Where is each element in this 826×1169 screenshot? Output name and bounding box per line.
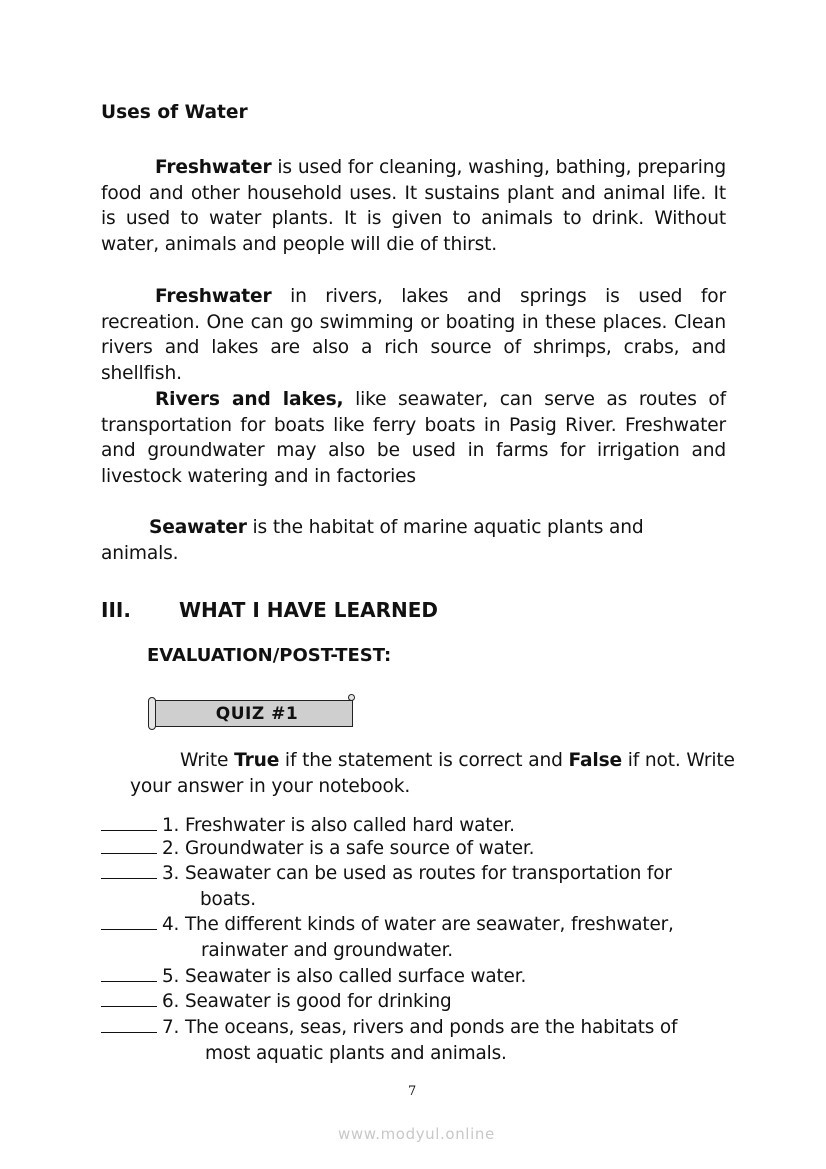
paragraph-lead: Freshwater (155, 157, 272, 178)
answer-blank (101, 1015, 157, 1033)
question-text: 2. Groundwater is a safe source of water. (162, 838, 535, 859)
scroll-roll-right-icon (348, 694, 355, 701)
question-text: 1. Freshwater is also called hard water. (162, 815, 515, 836)
instructions-line-1 (180, 750, 735, 771)
paragraph-lead: Rivers and lakes, (155, 389, 344, 410)
answer-blank (101, 989, 157, 1007)
paragraph-rivers-lakes (101, 387, 726, 489)
instructions-text: Write (180, 750, 235, 771)
question-item (101, 813, 515, 839)
question-continuation: boats. (200, 889, 256, 910)
question-text: 4. The different kinds of water are seawater, freshwater, (162, 914, 674, 935)
question-text: 6. Seawater is good for drinking (162, 991, 452, 1012)
question-text: 3. Seawater can be used as routes for transportation for (162, 863, 672, 884)
question-item (101, 989, 452, 1015)
question-continuation: most aquatic plants and animals. (205, 1043, 507, 1064)
answer-blank (101, 861, 157, 879)
answer-blank (101, 813, 157, 831)
paragraph-seawater (101, 515, 726, 566)
watermark: www.modyul.online (338, 1125, 495, 1143)
paragraph-freshwater-recreation (101, 284, 726, 386)
paragraph-text: is used for cleaning, washing, bathing, preparing food and other household uses. It sustains plant and animal life. It is used to water plants. It is given to animals to drink. Without water, animals and people will die of thirst. (101, 157, 726, 255)
quiz-label: QUIZ #1 (215, 704, 299, 724)
answer-blank (101, 964, 157, 982)
paragraph-lead: Seawater (149, 517, 247, 538)
instructions-text: if the statement is correct and (279, 750, 569, 771)
instructions-text: if not. Write (621, 750, 735, 771)
section-heading: Uses of Water (101, 102, 248, 123)
part-title: WHAT I HAVE LEARNED (179, 598, 438, 622)
question-item (101, 964, 526, 990)
true-keyword: True (234, 750, 280, 771)
paragraph-text: like seawater, can serve as routes of transportation for boats like ferry boats in Pasig River. Freshwater and groundwater may also be used in farms for irrigation and livestock watering and in factories (101, 389, 727, 487)
question-continuation: rainwater and groundwater. (201, 940, 454, 961)
quiz-banner (147, 697, 355, 730)
paragraph-text: is the habitat of marine aquatic plants and animals. (101, 517, 644, 564)
question-item (101, 836, 534, 862)
question-text: 5. Seawater is also called surface water. (162, 966, 527, 987)
false-keyword: False (568, 750, 622, 771)
question-text: 7. The oceans, seas, rivers and ponds are the habitats of (162, 1017, 678, 1038)
answer-blank (101, 912, 157, 930)
paragraph-freshwater-uses (101, 155, 726, 257)
answer-blank (101, 836, 157, 854)
paragraph-text: in rivers, lakes and springs is used for recreation. One can go swimming or boating in these places. Clean rivers and lakes are also a rich source of shrimps, crabs, and shellfish. (101, 286, 726, 384)
question-item (101, 861, 672, 887)
instructions-line-2: your answer in your notebook. (130, 776, 411, 797)
question-item (101, 912, 674, 938)
part-number: III. (101, 598, 131, 622)
page-number: 7 (408, 1084, 417, 1099)
question-item (101, 1015, 677, 1041)
paragraph-lead: Freshwater (155, 286, 272, 307)
evaluation-heading: EVALUATION/POST-TEST: (147, 645, 392, 666)
